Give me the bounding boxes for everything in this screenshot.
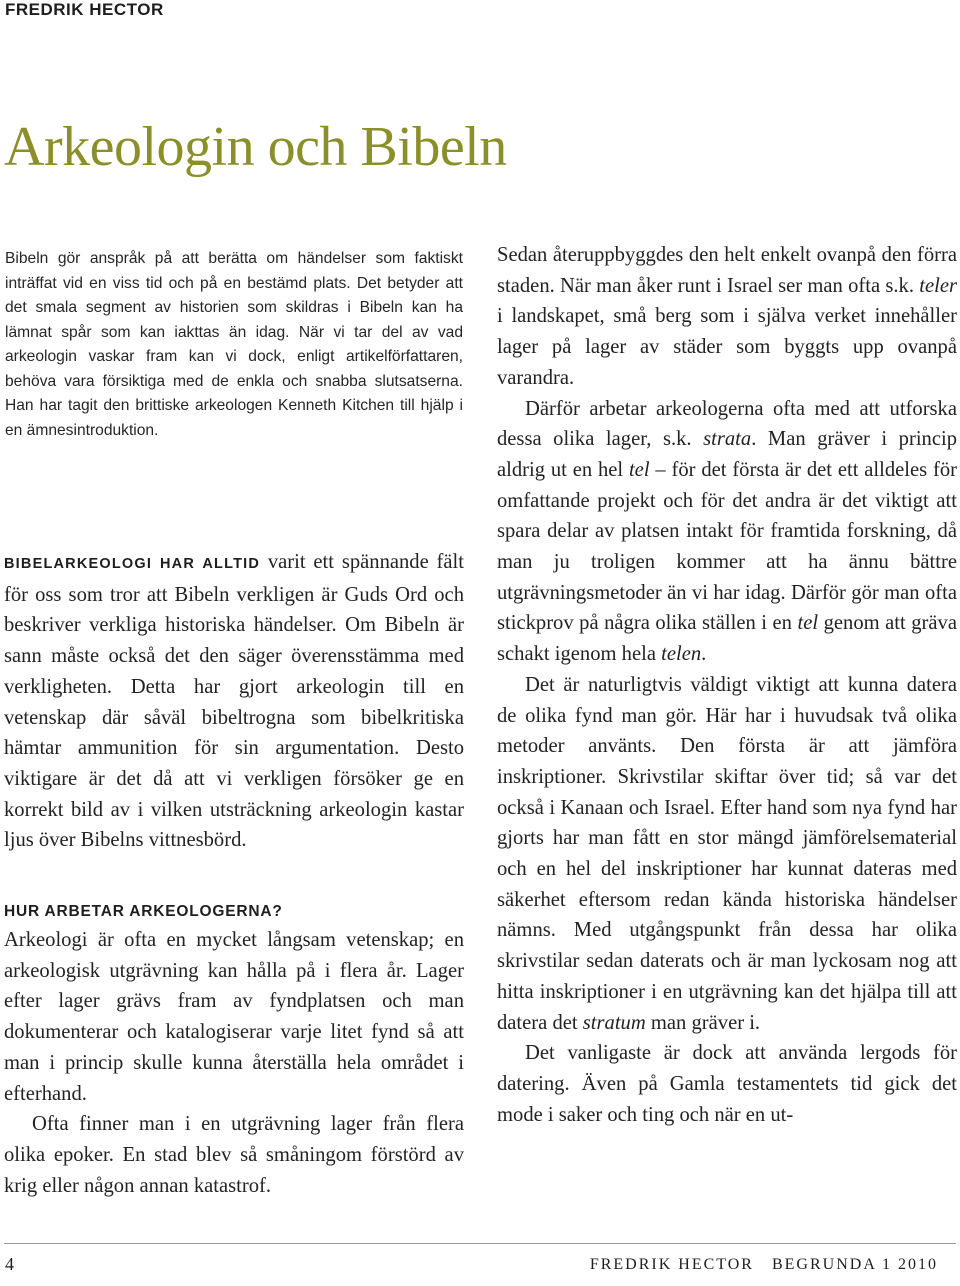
text-run: man gräver i. <box>645 1011 761 1034</box>
left-paragraph-2: Arkeologi är ofta en mycket långsam vetenskap; en arkeologisk utgrävning kan hålla på i flera år. Lager efter lager grävs fram av fyndplatsen och man dokumenterar och katalogiserar varje litet fynd så att man i princip skulle kunna återställa hela området i efterhand. <box>4 929 464 1105</box>
italic-term: tel <box>628 458 650 481</box>
page-number: 4 <box>5 1254 14 1274</box>
footer-divider <box>4 1243 956 1244</box>
italic-term: tel <box>797 612 819 635</box>
article-lead: Bibeln gör anspråk på att berätta om händelser som faktiskt inträffat vid en viss tid och på en bestämd plats. Det betyder att det smala segment av historien som skildras i Bibeln kan ha lämnat spår som kan iakttas än idag. När vi tar del av vad arkeologin vaskar fram kan vi dock, enligt artikelförfattaren, behöva vara försiktiga med de enkla och snabba slutsatserna. Han har tagit den brittiske arkeologen Kenneth Kitchen till hjälp i en ämnesintroduktion. <box>5 250 463 439</box>
left-paragraph-3: Ofta finner man i en utgrävning lager från flera olika epoker. En stad blev så småningom förstörd av krig eller någon annan katastrof. <box>4 1113 464 1197</box>
text-run: Det är naturligtvis väldigt viktigt att kunna datera de olika fynd man gör. Här har i huvudsak två olika metoder använts. Den första är att jämföra inskriptioner. Skrivstilar skiftar över tid; så var det också i Kanaan och Israel. Efter hand som nya fynd har gjorts har man fått en stor mängd jämförelsematerial och en hel del inskriptioner har kunnat dateras med säkerhet eftersom redan kända historiska händelser nämns. Med utgångspunkt från dessa har olika skrivstilar sedan daterats och är man lyckosam nog att hitta inskriptioner i en utgrävning kan det hjälpa till att datera det <box>497 673 957 1034</box>
footer-author: FREDRIK HECTOR <box>589 1256 754 1273</box>
paragraph-lead-in: BIBELARKEOLOGI HAR ALLTID <box>4 556 261 572</box>
text-run: Därför arbetar arkeologerna ofta med att utforska dessa olika lager, s.k. <box>497 397 957 451</box>
right-paragraph-3 <box>497 670 957 1038</box>
right-column <box>497 240 957 1130</box>
italic-term: strata <box>703 428 752 451</box>
text-run: . Man gräver i princip aldrig ut en hel <box>497 428 957 481</box>
text-run: genom att gräva schakt igenom hela <box>497 612 957 666</box>
paragraph-text: varit ett spännande fält för oss som tror att Bibeln verkligen är Guds Ord och beskriver verkliga historiska händelser. Om Bibeln är sann måste också det den säger överensstämma med verkligheten. Detta har gjort arkeologin till en vetenskap där såväl bibeltrogna som bibelkritiska hämtar ammunition för sin argumentation. Desto viktigare är det då att vi verkligen försöker ge en korrekt bild av i vilken utsträckning arkeologin kastar ljus över Bibelns vittnesbörd. <box>4 551 464 852</box>
italic-term: telen <box>661 643 702 666</box>
right-paragraph-4: Det vanligaste är dock att använda lergods för datering. Även på Gamla testamentets tid gick det mode i saker och ting och när en ut- <box>497 1042 957 1126</box>
text-run: – för det första är det ett alldeles för omfattande projekt och för det andra är det viktigt att spara delar av platsen intakt för framtida forskning, då man ju troligen kommer att ha ännu bättre utgrävningsmetoder än vi har idag. Därför gör man ofta stickprov på några olika ställen i en <box>497 458 957 635</box>
right-paragraph-1 <box>497 240 957 394</box>
right-paragraph-2 <box>497 394 957 670</box>
left-paragraph-1 <box>4 547 464 856</box>
text-run: Sedan återuppbyggdes den helt enkelt ovanpå den förra staden. När man åker runt i Israel ser man ofta s.k. <box>497 244 957 297</box>
header-author: FREDRIK HECTOR <box>5 0 164 19</box>
italic-term: teler <box>919 274 957 297</box>
left-column <box>4 547 464 1201</box>
article-title: Arkeologin och Bibeln <box>4 116 507 178</box>
footer-publication: BEGRUNDA 1 2010 <box>771 1256 938 1273</box>
italic-term: stratum <box>582 1011 646 1034</box>
footer-credit <box>590 1256 938 1274</box>
section-heading: HUR ARBETAR ARKEOLOGERNA? <box>4 903 283 921</box>
text-run: i landskapet, små berg som i själva verket innehåller lager på lager av städer som byggts upp ovanpå varandra. <box>497 305 957 389</box>
text-run: . <box>701 643 707 666</box>
